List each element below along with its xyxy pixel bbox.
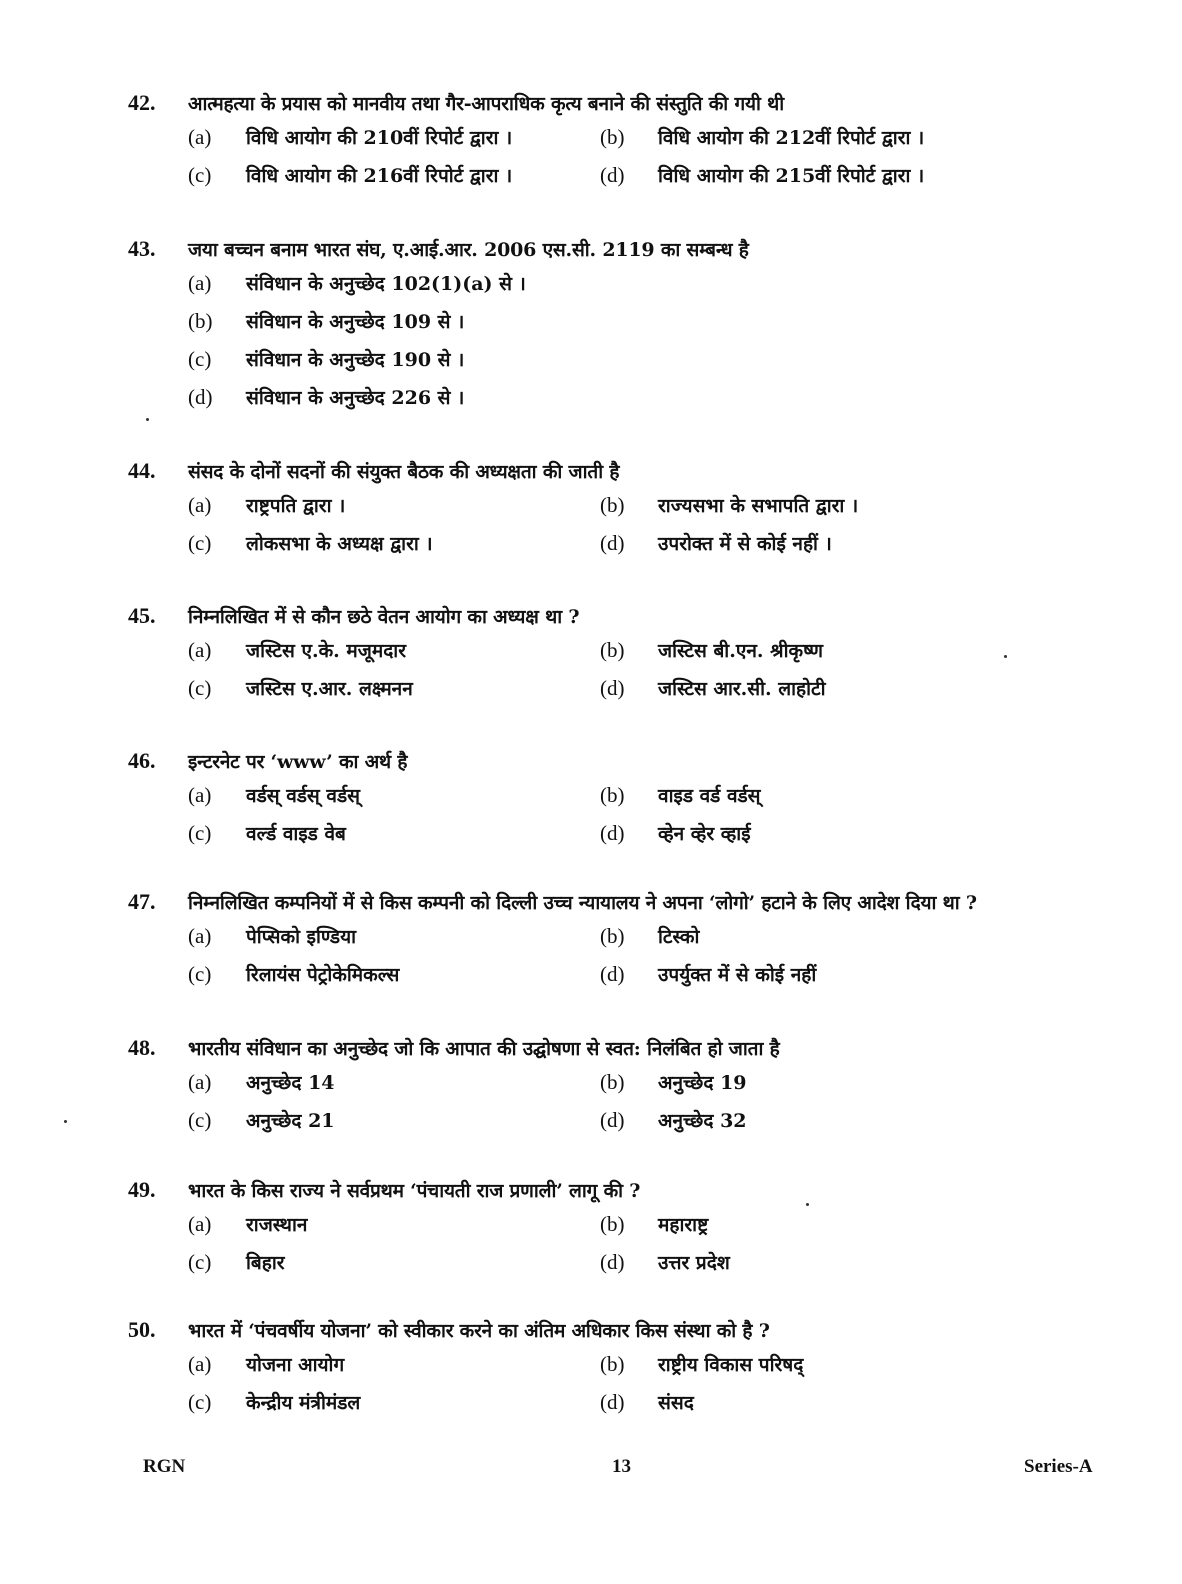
option-b (600, 1351, 1020, 1383)
scan-speck (64, 1120, 67, 1123)
option-text: संविधान के अनुच्छेद 109 से । (246, 311, 465, 333)
option-label: (a) (188, 783, 212, 807)
option-b (600, 492, 1020, 524)
option-text: राजस्थान (246, 1214, 308, 1236)
question-number: 44. (128, 458, 156, 483)
question-text: भारत में ‘पंचवर्षीय योजना’ को स्वीकार करने का अंतिम अधिकार किस संस्था को है ? (188, 1320, 770, 1342)
option-c (188, 961, 600, 993)
option-label: (a) (188, 493, 212, 517)
question-stem (128, 889, 1128, 921)
option-text: बिहार (246, 1252, 285, 1274)
option-d (600, 1107, 1020, 1139)
option-label: (c) (188, 163, 212, 187)
question-50 (128, 1317, 1128, 1421)
option-label: (a) (188, 924, 212, 948)
question-48 (128, 1035, 1128, 1139)
question-number: 50. (128, 1317, 156, 1342)
option-text: जस्टिस ए.के. मजूमदार (246, 640, 406, 662)
option-text: योजना आयोग (246, 1354, 345, 1376)
option-text: व्हेन व्हेर व्हाई (658, 823, 751, 845)
option-c (188, 1249, 600, 1281)
option-label: (b) (600, 1070, 625, 1094)
option-d (600, 675, 1020, 707)
option-a (188, 1211, 600, 1243)
options (188, 782, 1128, 852)
option-a (188, 124, 600, 156)
question-44 (128, 458, 1128, 562)
question-text: संसद के दोनों सदनों की संयुक्त बैठक की अध्यक्षता की जाती है (188, 461, 620, 483)
options (188, 270, 1128, 422)
option-b (600, 1211, 1020, 1243)
option-text: अनुच्छेद 21 (246, 1110, 335, 1132)
option-label: (d) (600, 1250, 625, 1274)
option-text: जस्टिस बी.एन. श्रीकृष्ण (658, 640, 823, 662)
question-text: जया बच्चन बनाम भारत संघ, ए.आई.आर. 2006 एस.सी. 2119 का सम्बन्ध है (188, 239, 749, 261)
question-stem (128, 458, 1128, 490)
option-d (600, 1249, 1020, 1281)
options (188, 1351, 1128, 1421)
option-text: रिलायंस पेट्रोकेमिकल्स (246, 964, 400, 986)
option-c (188, 675, 600, 707)
page-number: 13 (612, 1456, 631, 1477)
option-text: जस्टिस आर.सी. लाहोटी (658, 678, 826, 700)
option-c (188, 162, 600, 194)
question-stem (128, 1035, 1128, 1067)
option-text: उत्तर प्रदेश (658, 1252, 730, 1274)
options (188, 1069, 1128, 1139)
option-label: (b) (600, 1212, 625, 1236)
option-text: केन्द्रीय मंत्रीमंडल (246, 1392, 361, 1414)
option-label: (d) (600, 1390, 625, 1414)
option-text: अनुच्छेद 32 (658, 1110, 747, 1132)
option-label: (b) (600, 638, 625, 662)
question-text: भारत के किस राज्य ने सर्वप्रथम ‘पंचायती राज प्रणाली’ लागू की ? (188, 1180, 641, 1202)
option-label: (c) (188, 676, 212, 700)
option-label: (b) (600, 783, 625, 807)
option-b (600, 923, 1020, 955)
option-d (600, 961, 1020, 993)
option-label: (d) (600, 821, 625, 845)
question-number: 47. (128, 889, 156, 914)
question-stem (128, 236, 1128, 268)
options (188, 1211, 1128, 1281)
option-b (600, 637, 1020, 669)
question-stem (128, 748, 1128, 780)
scan-speck (1004, 655, 1007, 658)
option-d (600, 530, 1020, 562)
option-text: टिस्को (658, 926, 700, 948)
option-text: वर्डस् वर्डस् वर्डस् (246, 785, 360, 807)
scan-speck (806, 1203, 809, 1206)
option-text: राष्ट्रीय विकास परिषद् (658, 1354, 804, 1376)
option-b (600, 1069, 1020, 1101)
option-text: विधि आयोग की 216वीं रिपोर्ट द्वारा । (246, 165, 513, 187)
question-stem (128, 90, 1128, 122)
question-45 (128, 603, 1128, 707)
question-stem (128, 1177, 1128, 1209)
option-label: (b) (600, 125, 625, 149)
question-number: 45. (128, 603, 156, 628)
option-label: (c) (188, 821, 212, 845)
question-text: आत्महत्या के प्रयास को मानवीय तथा गैर-आपराधिक कृत्य बनाने की संस्तुति की गयी थी (188, 93, 784, 115)
options (188, 492, 1128, 562)
option-a (188, 637, 600, 669)
options (188, 124, 1128, 194)
option-label: (b) (600, 493, 625, 517)
option-d (600, 1389, 1020, 1421)
question-49 (128, 1177, 1128, 1281)
option-text: संविधान के अनुच्छेद 226 से । (246, 387, 465, 409)
option-b (188, 308, 1128, 346)
option-d (600, 162, 1020, 194)
option-text: विधि आयोग की 210वीं रिपोर्ट द्वारा । (246, 127, 513, 149)
option-text: उपरोक्त में से कोई नहीं । (658, 533, 832, 555)
option-c (188, 530, 600, 562)
option-text: उपर्युक्त में से कोई नहीं (658, 964, 817, 986)
question-number: 43. (128, 236, 156, 261)
option-label: (c) (188, 347, 212, 371)
question-47 (128, 889, 1128, 993)
option-label: (c) (188, 1108, 212, 1132)
option-text: लोकसभा के अध्यक्ष द्वारा । (246, 533, 433, 555)
option-label: (b) (600, 1352, 625, 1376)
option-d (600, 820, 1020, 852)
option-label: (d) (188, 385, 213, 409)
option-label: (a) (188, 125, 212, 149)
option-a (188, 270, 1128, 308)
option-b (600, 782, 1020, 814)
option-label: (c) (188, 1250, 212, 1274)
option-b (600, 124, 1020, 156)
option-label: (c) (188, 1390, 212, 1414)
option-d (188, 384, 1128, 422)
question-number: 48. (128, 1035, 156, 1060)
option-a (188, 1069, 600, 1101)
paper-code: RGN (143, 1456, 186, 1477)
question-number: 46. (128, 748, 156, 773)
option-text: विधि आयोग की 212वीं रिपोर्ट द्वारा । (658, 127, 925, 149)
question-text: भारतीय संविधान का अनुच्छेद जो कि आपात की उद्घोषणा से स्वत: निलंबित हो जाता है (188, 1038, 780, 1060)
option-text: विधि आयोग की 215वीं रिपोर्ट द्वारा । (658, 165, 925, 187)
question-text: निम्नलिखित कम्पनियों में से किस कम्पनी को दिल्ली उच्च न्यायालय ने अपना ‘लोगो’ हटाने के लिए आदेश दिया था ? (188, 892, 977, 914)
option-text: वाइड वर्ड वर्डस् (658, 785, 761, 807)
option-c (188, 820, 600, 852)
option-text: महाराष्ट्र (658, 1214, 709, 1236)
option-text: वर्ल्ड वाइड वेब (246, 823, 346, 845)
options (188, 923, 1128, 993)
question-43 (128, 236, 1128, 422)
option-label: (c) (188, 962, 212, 986)
option-label: (a) (188, 1352, 212, 1376)
question-42 (128, 90, 1128, 194)
option-text: संविधान के अनुच्छेद 102(1)(a) से । (246, 273, 526, 295)
series-label: Series-A (1024, 1456, 1093, 1477)
option-label: (d) (600, 163, 625, 187)
option-text: जस्टिस ए.आर. लक्ष्मनन (246, 678, 413, 700)
question-number: 42. (128, 90, 156, 115)
option-text: पेप्सिको इण्डिया (246, 926, 357, 948)
option-label: (d) (600, 962, 625, 986)
option-c (188, 346, 1128, 384)
option-label: (d) (600, 531, 625, 555)
option-text: अनुच्छेद 14 (246, 1072, 335, 1094)
option-c (188, 1389, 600, 1421)
option-label: (a) (188, 1212, 212, 1236)
option-label: (b) (600, 924, 625, 948)
option-text: संसद (658, 1392, 694, 1414)
scan-speck (146, 418, 149, 421)
option-a (188, 1351, 600, 1383)
option-a (188, 782, 600, 814)
question-46 (128, 748, 1128, 852)
option-a (188, 492, 600, 524)
option-text: राज्यसभा के सभापति द्वारा । (658, 495, 859, 517)
option-text: राष्ट्रपति द्वारा । (246, 495, 346, 517)
option-label: (a) (188, 638, 212, 662)
option-text: संविधान के अनुच्छेद 190 से । (246, 349, 465, 371)
options (188, 637, 1128, 707)
option-label: (d) (600, 1108, 625, 1132)
option-label: (a) (188, 271, 212, 295)
option-label: (d) (600, 676, 625, 700)
question-stem (128, 603, 1128, 635)
question-stem (128, 1317, 1128, 1349)
option-c (188, 1107, 600, 1139)
option-label: (b) (188, 309, 213, 333)
option-text: अनुच्छेद 19 (658, 1072, 747, 1094)
question-text: इन्टरनेट पर ‘www’ का अर्थ है (188, 751, 408, 773)
question-text: निम्नलिखित में से कौन छठे वेतन आयोग का अध्यक्ष था ? (188, 606, 580, 628)
option-a (188, 923, 600, 955)
option-label: (c) (188, 531, 212, 555)
question-number: 49. (128, 1177, 156, 1202)
option-label: (a) (188, 1070, 212, 1094)
page-footer (0, 1456, 1182, 1486)
